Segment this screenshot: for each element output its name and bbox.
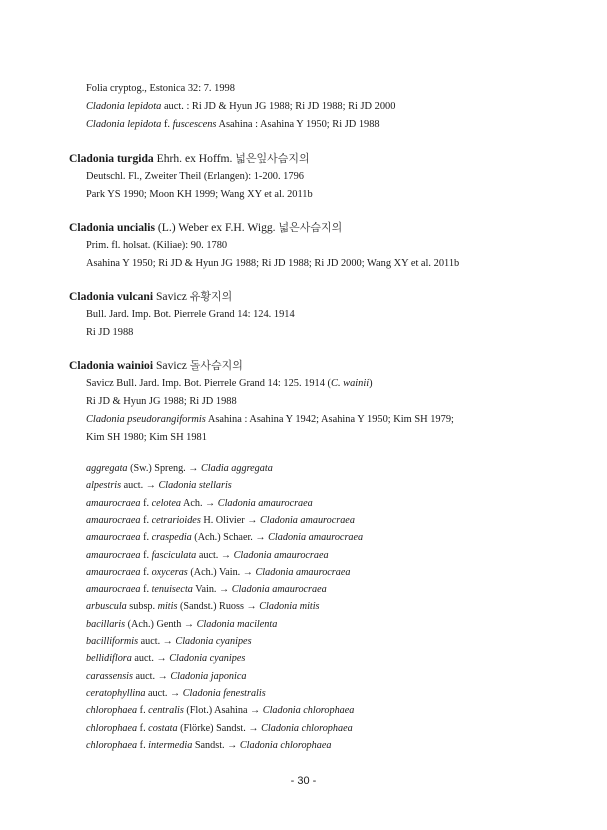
species-heading-turgida: Cladonia turgida Ehrh. ex Hoffm. 넓은잎사슴지의 [69, 152, 310, 165]
citation-line: Prim. fl. holsat. (Kiliae): 90. 1780 [86, 240, 228, 251]
synonym-entry: ceratophyllina auct. → Cladonia fenestralis [86, 687, 266, 699]
synonym-entry: carassensis auct. → Cladonia japonica [86, 670, 247, 682]
synonym-citation-line: Cladonia lepidota auct. : Ri JD & Hyun JG 1988; Ri JD 1988; Ri JD 2000 [86, 101, 396, 112]
citation-line: Bull. Jard. Imp. Bot. Pierrele Grand 14: 124. 1914 [86, 309, 295, 320]
synonym-entry: amaurocraea f. cetrarioides H. Olivier → Cladonia amaurocraea [86, 514, 355, 526]
reference-line: Asahina Y 1950; Ri JD & Hyun JG 1988; Ri JD 1988; Ri JD 2000; Wang XY et al. 2011b [86, 258, 460, 269]
synonym-entry: amaurocraea f. fasciculata auct. → Cladonia amaurocraea [86, 549, 329, 561]
citation-line: Folia cryptog., Estonica 32: 7. 1998 [86, 83, 235, 94]
synonym-entry: chlorophaea f. costata (Flörke) Sandst. → Cladonia chlorophaea [86, 722, 353, 734]
synonym-entry: chlorophaea f. centralis (Flot.) Asahina → Cladonia chlorophaea [86, 705, 355, 717]
synonym-entry: bacillaris (Ach.) Genth → Cladonia macilenta [86, 618, 278, 630]
synonym-entry: chlorophaea f. intermedia Sandst. → Cladonia chlorophaea [86, 739, 332, 751]
synonym-entry: amaurocraea f. oxyceras (Ach.) Vain. → Cladonia amaurocraea [86, 566, 351, 578]
synonym-entry: amaurocraea f. celotea Ach. → Cladonia amaurocraea [86, 497, 313, 509]
synonym-entry: arbuscula subsp. mitis (Sandst.) Ruoss → Cladonia mitis [86, 601, 320, 613]
citation-line: Deutschl. Fl., Zweiter Theil (Erlangen): 1-200. 1796 [86, 171, 304, 182]
page-number: - 30 - [290, 775, 317, 787]
species-heading-wainioi: Cladonia wainioi Savicz 돌사슴지의 [69, 359, 243, 372]
species-heading-vulcani: Cladonia vulcani Savicz 유황지의 [69, 290, 233, 303]
reference-line: Kim SH 1980; Kim SH 1981 [86, 432, 207, 443]
reference-line: Park YS 1990; Moon KH 1999; Wang XY et al. 2011b [86, 189, 313, 200]
synonym-entry: amaurocraea f. craspedia (Ach.) Schaer. → Cladonia amaurocraea [86, 532, 364, 544]
synonym-entry: aggregata (Sw.) Spreng. → Cladia aggregata [86, 463, 273, 474]
synonym-entry: bellidiflora auct. → Cladonia cyanipes [86, 653, 246, 665]
reference-line: Ri JD 1988 [86, 327, 134, 338]
synonym-entry: bacilliformis auct. → Cladonia cyanipes [86, 636, 252, 647]
synonym-entry: alpestris auct. → Cladonia stellaris [86, 480, 232, 492]
citation-line: Savicz Bull. Jard. Imp. Bot. Pierrele Grand 14: 125. 1914 (C. wainii) [86, 378, 373, 389]
synonym-citation-line: Cladonia lepidota f. fuscescens Asahina : Asahina Y 1950; Ri JD 1988 [86, 119, 380, 130]
synonym-entry: amaurocraea f. tenuisecta Vain. → Cladonia amaurocraea [86, 584, 327, 596]
species-heading-uncialis: Cladonia uncialis (L.) Weber ex F.H. Wigg. 넓은사슴지의 [69, 221, 343, 234]
synonym-citation-line: Cladonia pseudorangiformis Asahina : Asahina Y 1942; Asahina Y 1950; Kim SH 1979; [86, 414, 454, 425]
reference-line: Ri JD & Hyun JG 1988; Ri JD 1988 [86, 396, 237, 407]
